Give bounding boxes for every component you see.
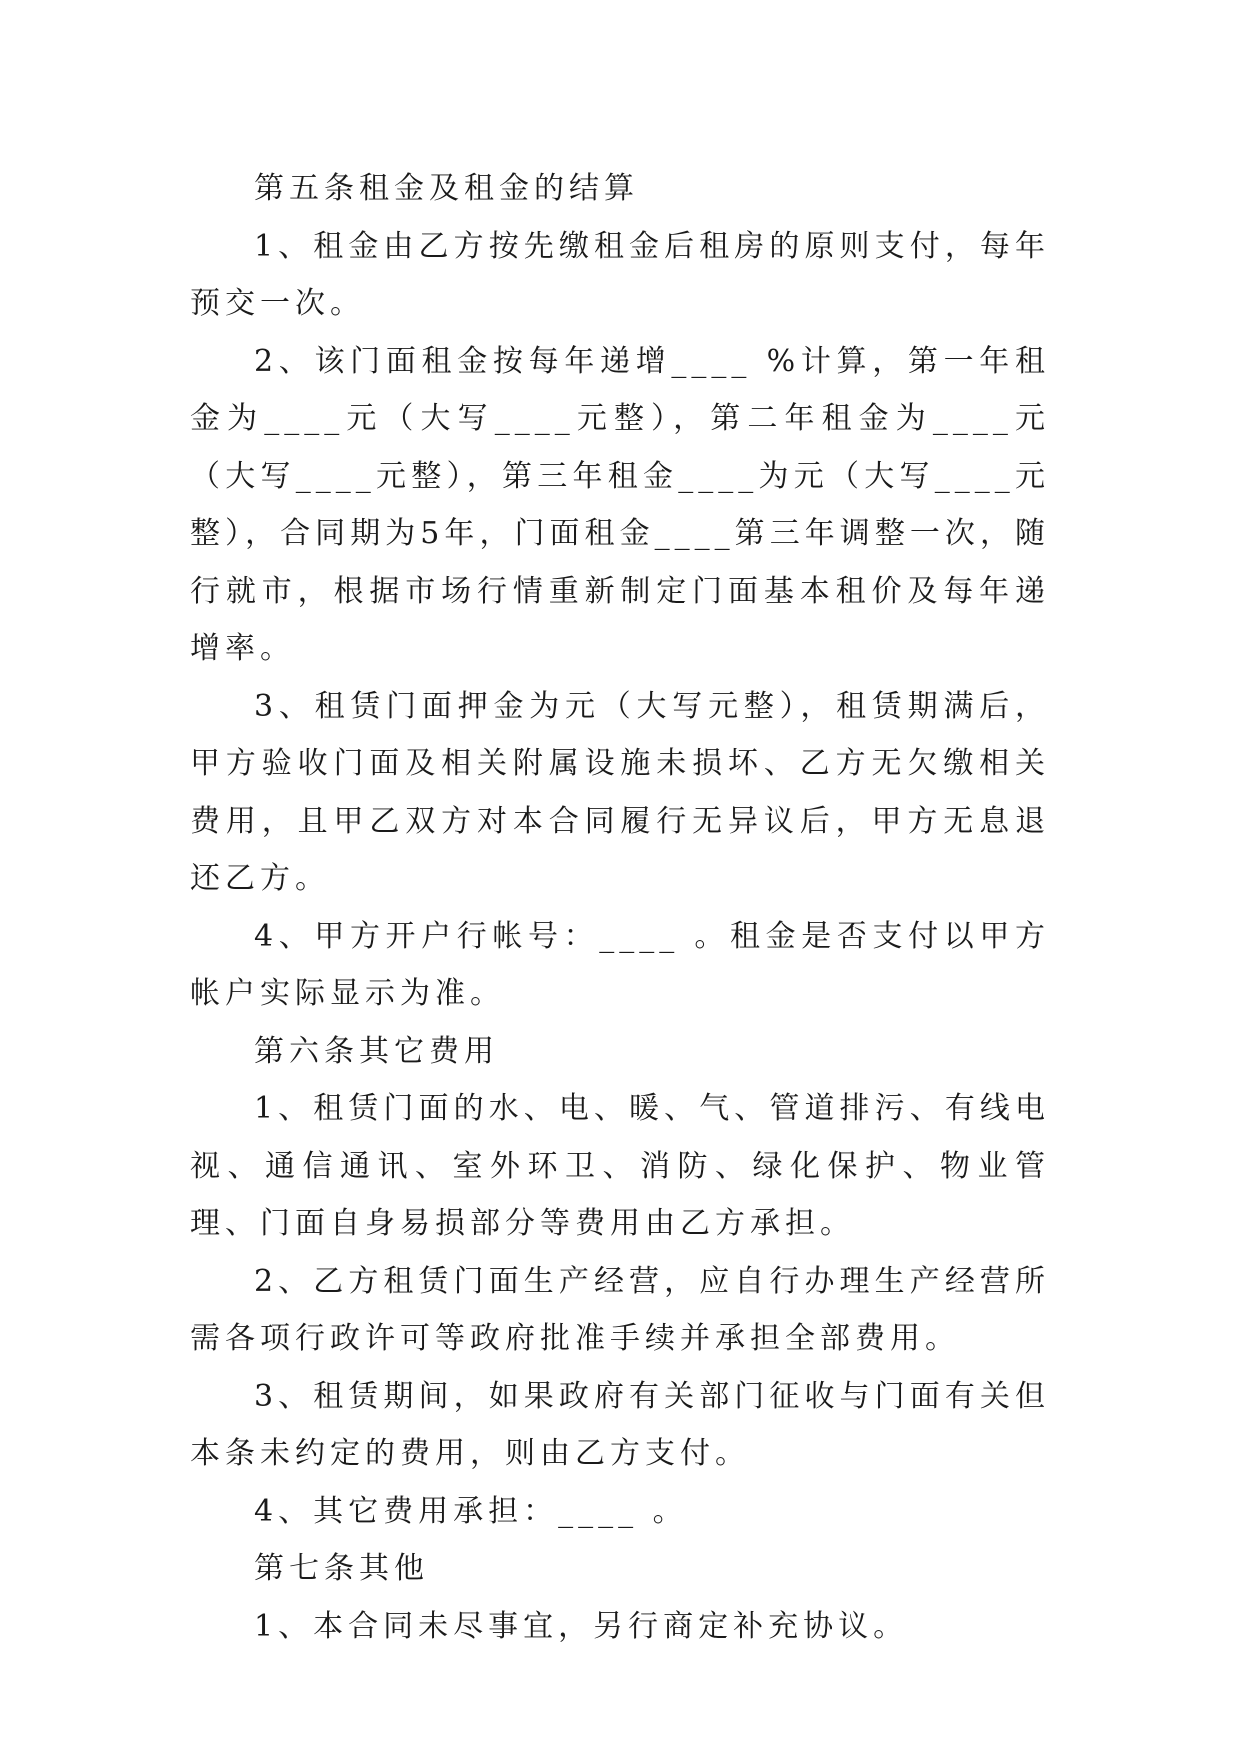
document-body — [190, 160, 1050, 1655]
article-5-heading: 第五条租金及租金的结算 — [254, 171, 639, 206]
article-5-clause-2: 2、该门面租金按每年递增____ %计算，第一年租金为____元（大写____元整），第二年租金为____元（大写____元整），第三年租金____为元（大写____元整），合同期为5年，门面租金____第三年调整一次，随行就市，根据市场行情重新制定门面基本租价及每年递增率。 — [190, 343, 1050, 666]
article-5-clause-4: 4、甲方开户行帐号：____ 。租金是否支付以甲方帐户实际显示为准。 — [190, 918, 1050, 1011]
article-6-clause-3: 3、租赁期间，如果政府有关部门征收与门面有关但本条未约定的费用，则由乙方支付。 — [190, 1378, 1050, 1471]
article-6-clause-2: 2、乙方租赁门面生产经营，应自行办理生产经营所需各项行政许可等政府批准手续并承担全部费用。 — [190, 1263, 1050, 1356]
article-5-clause-1: 1、租金由乙方按先缴租金后租房的原则支付，每年预交一次。 — [190, 228, 1050, 321]
article-6-clause-1: 1、租赁门面的水、电、暖、气、管道排污、有线电视、通信通讯、室外环卫、消防、绿化保护、物业管理、门面自身易损部分等费用由乙方承担。 — [190, 1091, 1050, 1241]
article-7-clause-1: 1、本合同未尽事宜，另行商定补充协议。 — [254, 1608, 909, 1644]
article-6-heading: 第六条其它费用 — [254, 1033, 499, 1069]
article-5-clause-3: 3、租赁门面押金为元（大写元整），租赁期满后，甲方验收门面及相关附属设施未损坏、乙方无欠缴相关费用，且甲乙双方对本合同履行无异议后，甲方无息退还乙方。 — [190, 688, 1050, 896]
article-7-heading: 第七条其他 — [254, 1551, 429, 1586]
article-6-clause-4: 4、其它费用承担：____ 。 — [254, 1493, 688, 1529]
